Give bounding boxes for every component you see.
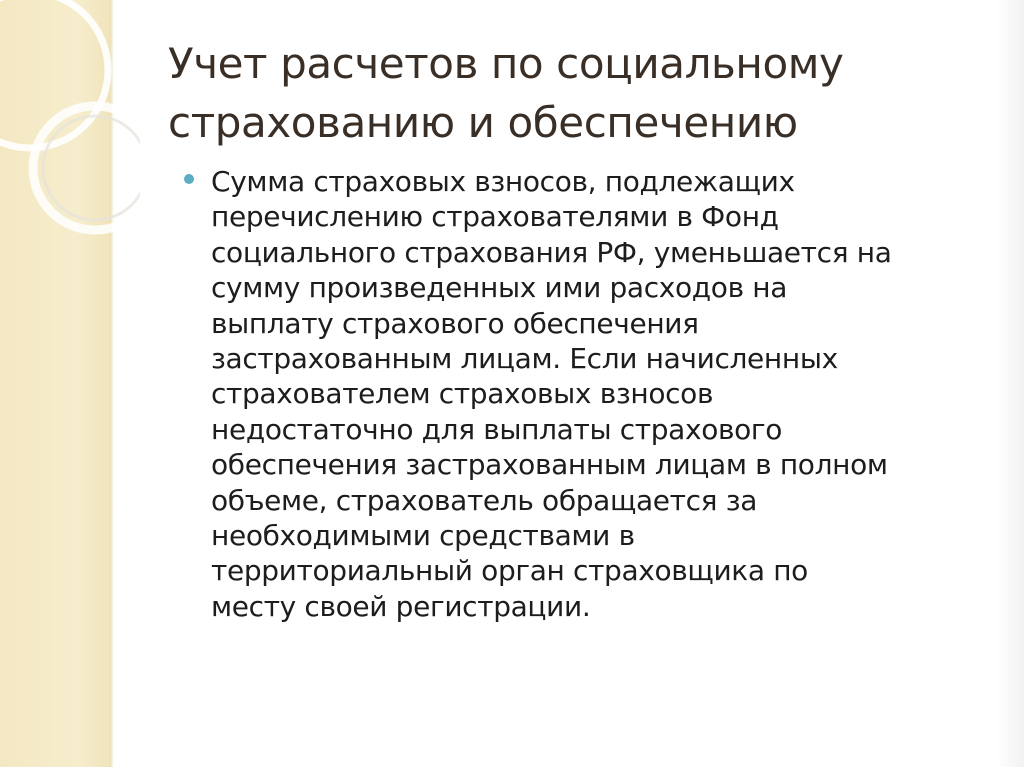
paragraph-line: застрахованным лицам. Если начисленных [211, 342, 838, 376]
paragraph-line: сумму произведенных ими расходов на [211, 271, 788, 305]
bullet-paragraph [211, 164, 1001, 624]
paragraph-line: выплату страхового обеспечения [211, 306, 699, 340]
paragraph-line: объеме, страхователь обращается за [211, 483, 758, 517]
paragraph-line: страхователем страховых взносов [211, 377, 714, 411]
paragraph-line: социального страхования РФ, уменьшается на [211, 235, 892, 269]
paragraph-line: территориальный орган страховщика по [211, 554, 808, 588]
paragraph-line: месту своей регистрации. [211, 589, 591, 623]
paragraph-line: Сумма страховых взносов, подлежащих [211, 165, 795, 198]
slide-title [168, 34, 988, 152]
concentric-rings-decoration [0, 0, 140, 260]
title-line: страхованию и обеспечению [168, 98, 798, 147]
paragraph-line: обеспечения застрахованным лицам в полном [211, 448, 888, 482]
paragraph-line: недостаточно для выплаты страхового [211, 412, 783, 446]
title-line: Учет расчетов по социальному [168, 39, 844, 88]
paragraph-line: перечислению страхователями в Фонд [211, 200, 779, 234]
teal-dot-icon [182, 172, 196, 186]
paragraph-line: необходимыми средствами в [211, 519, 635, 553]
